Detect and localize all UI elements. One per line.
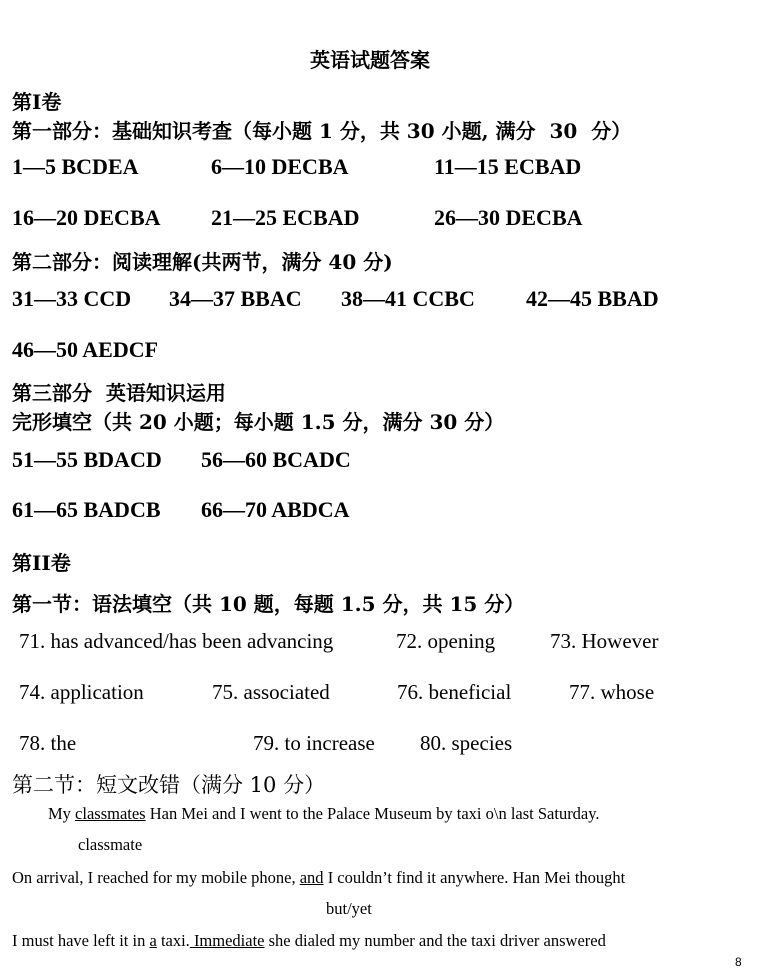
- answer-group: 16—20 DECBA: [12, 205, 161, 230]
- answer-group: 66—70 ABDCA: [201, 497, 350, 522]
- grammar-answer: 72. opening: [396, 629, 496, 653]
- correction-fix: classmate: [78, 835, 143, 854]
- answer-group: 1—5 BCDEA: [12, 154, 139, 179]
- correction-line: [12, 868, 625, 888]
- part-3-heading: 第三部分 英语知识运用: [12, 381, 226, 405]
- answer-group: 46—50 AEDCF: [12, 337, 159, 362]
- text-segment: I couldn’t find it anywhere. Han Mei thought: [323, 868, 626, 887]
- answer-group: 38—41 CCBC: [341, 286, 475, 311]
- text-segment: Han Mei and I went to the Palace Museum by taxi o\n last Saturday.: [145, 804, 600, 823]
- answer-group: 34—37 BBAC: [169, 286, 302, 311]
- correction-heading: 第二节：短文改错（满分 10 分）: [12, 773, 326, 797]
- answer-group: 56—60 BCADC: [201, 447, 351, 472]
- answer-group: 21—25 ECBAD: [211, 205, 360, 230]
- volume-2-heading: 第II卷: [12, 551, 71, 575]
- correction-fix: but/yet: [326, 899, 372, 918]
- grammar-answer: 76. beneficial: [397, 680, 512, 704]
- cloze-heading: 完形填空（共 20 小题；每小题 1.5 分，满分 30 分）: [12, 410, 505, 434]
- page-number: 8: [735, 955, 742, 969]
- text-segment: taxi.: [156, 931, 190, 950]
- answer-group: 6—10 DECBA: [211, 154, 349, 179]
- page-title: 英语试题答案: [310, 48, 430, 72]
- error-word: and: [299, 868, 324, 887]
- answer-group: 31—33 CCD: [12, 286, 132, 311]
- answer-group: 26—30 DECBA: [434, 205, 583, 230]
- text-segment: she dialed my number and the taxi driver answered: [264, 931, 606, 950]
- part-1-heading: 第一部分：基础知识考查（每小题 1 分，共 30 小题, 满分 30 分）: [12, 119, 632, 143]
- error-word: a: [149, 931, 157, 950]
- error-word: Immediate: [189, 931, 265, 950]
- error-word: classmates: [75, 804, 146, 823]
- correction-line: [12, 931, 606, 951]
- grammar-answer: 80. species: [420, 731, 513, 755]
- grammar-answer: 74. application: [19, 680, 144, 704]
- grammar-answer: 75. associated: [212, 680, 330, 704]
- grammar-answer: 78. the: [19, 731, 77, 755]
- answer-group: 42—45 BBAD: [526, 286, 659, 311]
- text-segment: I must have left it in: [12, 931, 150, 950]
- grammar-answer: 71. has advanced/has been advancing: [19, 629, 334, 653]
- text-segment: On arrival, I reached for my mobile phone,: [12, 868, 300, 887]
- grammar-answer: 77. whose: [569, 680, 655, 704]
- grammar-answer: 73. However: [550, 629, 659, 653]
- volume-1-heading: 第I卷: [12, 90, 62, 114]
- grammar-heading: 第一节：语法填空（共 10 题，每题 1.5 分，共 15 分）: [12, 592, 525, 616]
- part-2-heading: 第二部分：阅读理解(共两节，满分 40 分): [12, 250, 393, 274]
- grammar-answer: 79. to increase: [253, 731, 375, 755]
- answer-group: 11—15 ECBAD: [434, 154, 582, 179]
- answer-group: 61—65 BADCB: [12, 497, 161, 522]
- text-segment: My: [48, 804, 76, 823]
- correction-line: [48, 804, 600, 824]
- answer-group: 51—55 BDACD: [12, 447, 162, 472]
